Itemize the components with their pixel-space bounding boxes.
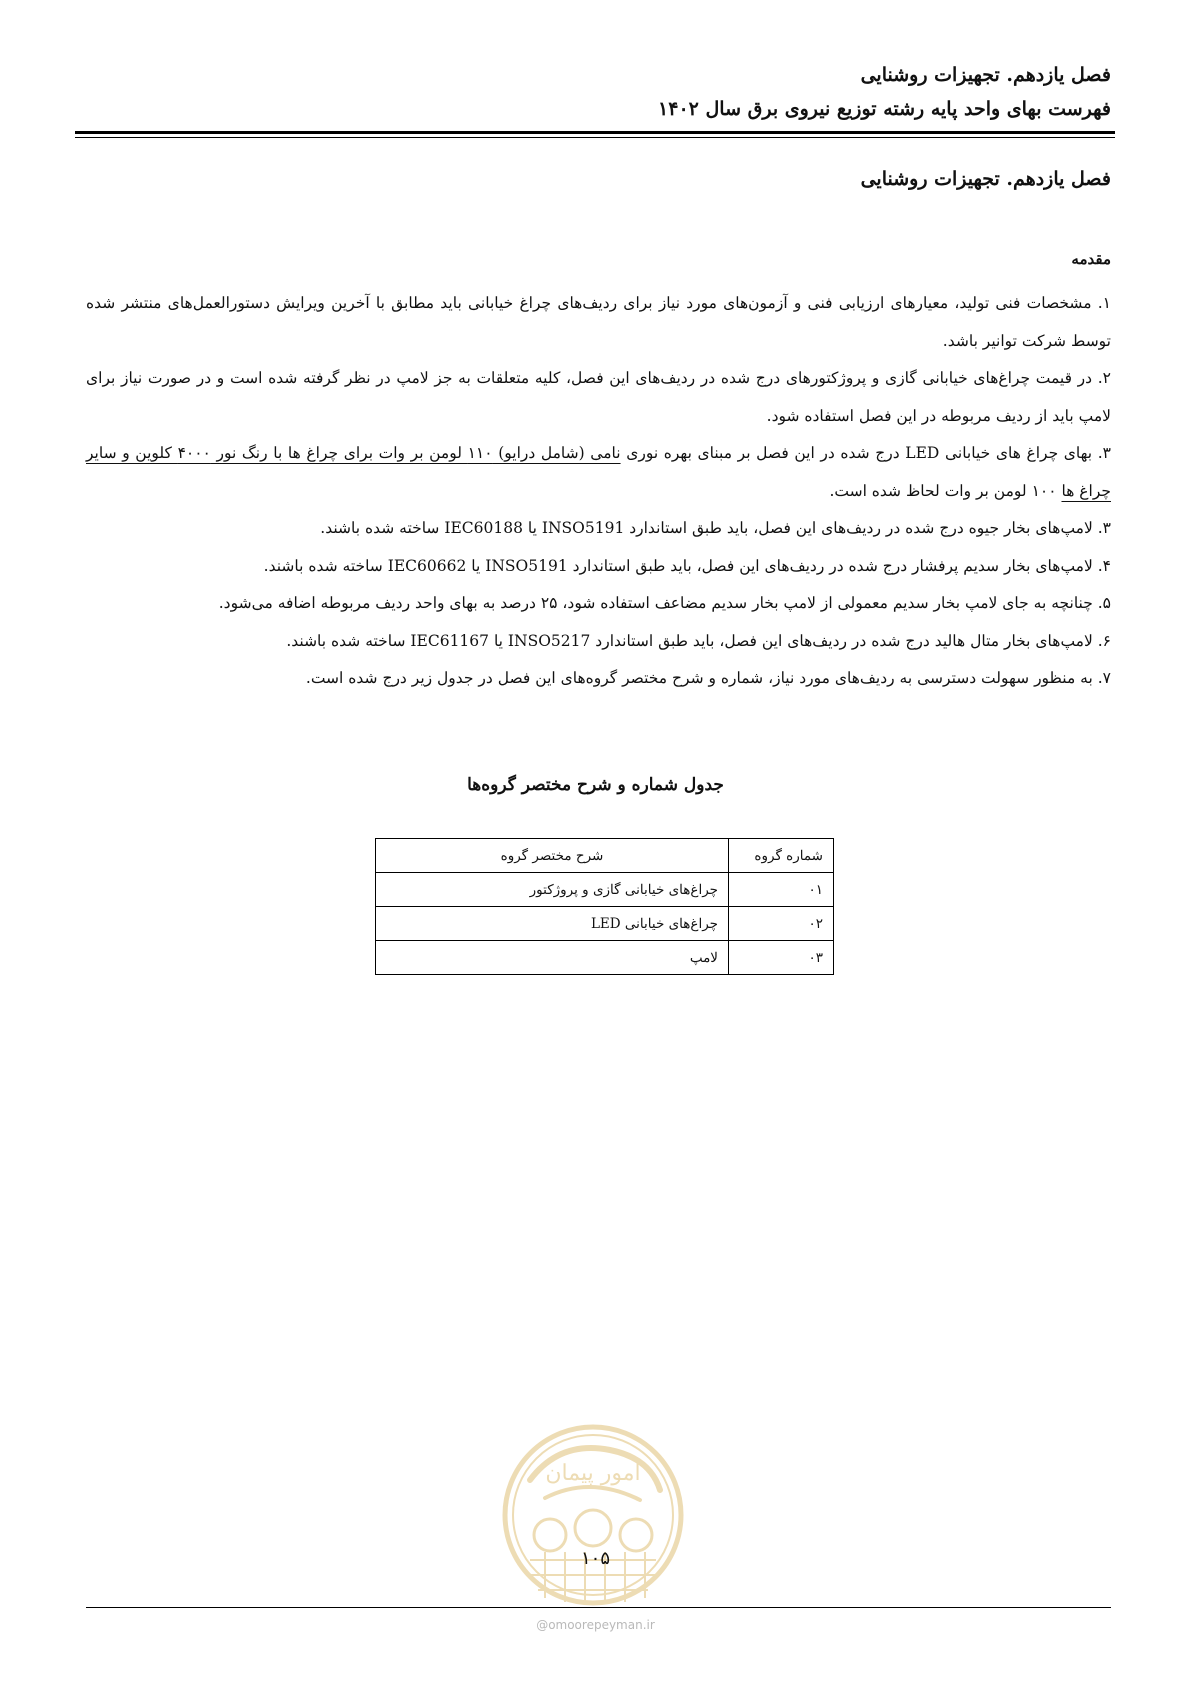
paragraph-1: ۱. مشخصات فنی تولید، معیارهای ارزیابی فنی و آزمون‌های مورد نیاز برای ردیف‌های چراغ خیابانی باید مطابق با آخرین ویرایش دستورالعمل‌های منتشر شده توسط شرکت توانیر باشد.	[86, 294, 1111, 350]
table-row	[376, 907, 834, 941]
paragraph-7: ۶. لامپ‌های بخار متال هالید درج شده در ردیف‌های این فصل، باید طبق استاندارد INSO5217 یا IEC61167 ساخته شده باشند.	[286, 631, 1111, 650]
intro-heading: مقدمه	[1071, 250, 1111, 268]
group-description: چراغ‌های خیابانی گازی و پروژکتور	[376, 873, 729, 907]
footer-divider	[86, 1607, 1111, 1608]
group-description: لامپ	[376, 941, 729, 975]
page-header	[86, 58, 1111, 126]
header-chapter: فصل یازدهم. تجهیزات روشنایی	[860, 64, 1111, 86]
paragraph-5: ۴. لامپ‌های بخار سدیم پرفشار درج شده در ردیف‌های این فصل، باید طبق استاندارد INSO5191 یا IEC60662 ساخته شده باشند.	[263, 556, 1111, 575]
table-caption: جدول شماره و شرح مختصر گروه‌ها	[467, 775, 724, 795]
header-group-description: شرح مختصر گروه	[376, 839, 729, 873]
page-number: ۱۰۵	[580, 1548, 610, 1569]
group-table	[375, 838, 834, 975]
paragraph-3	[86, 435, 1111, 510]
paragraph-2: ۲. در قیمت چراغ‌های خیابانی گازی و پروژکتورهای درج شده در ردیف‌های این فصل، کلیه متعلقات به جز لامپ در نظر گرفته شده است و در صورت نیاز برای لامپ باید از ردیف مربوطه در این فصل استفاده شود.	[86, 369, 1111, 425]
group-number: ۰۱	[729, 873, 834, 907]
paragraph-6: ۵. چنانچه به جای لامپ بخار سدیم معمولی از لامپ بخار سدیم مضاعف استفاده شود، ۲۵ درصد به بهای واحد ردیف مربوطه اضافه می‌شود.	[218, 594, 1111, 612]
header-divider-thick	[75, 131, 1115, 134]
table-row	[376, 873, 834, 907]
paragraph-3-underlined: نامی (شامل درایو) ۱۱۰ لومن بر وات برای چراغ ها با رنگ نور ۴۰۰۰ کلوین و سایر چراغ ها	[86, 444, 1111, 500]
group-number: ۰۳	[729, 941, 834, 975]
table-row	[376, 941, 834, 975]
group-description: چراغ‌های خیابانی LED	[376, 907, 729, 941]
header-price-list: فهرست بهای واحد پایه رشته توزیع نیروی برق سال ۱۴۰۲	[658, 98, 1111, 120]
chapter-title: فصل یازدهم. تجهیزات روشنایی	[860, 168, 1111, 190]
paragraph-4: ۳. لامپ‌های بخار جیوه درج شده در ردیف‌های این فصل، باید طبق استاندارد INSO5191 یا IEC60188 ساخته شده باشند.	[320, 519, 1111, 537]
site-url: @omoorepeyman.ir	[536, 1618, 655, 1632]
paragraph-8: ۷. به منظور سهولت دسترسی به ردیف‌های مورد نیاز، شماره و شرح مختصر گروه‌های این فصل در جدول زیر درج شده است.	[305, 669, 1111, 687]
group-number: ۰۲	[729, 907, 834, 941]
watermark-text: امور پیمان	[545, 1461, 641, 1486]
paragraph-3-start: ۳. بهای چراغ های خیابانی LED درج شده در این فصل بر مبنای بهره نوری	[620, 444, 1111, 462]
omoore-peyman-logo-watermark	[500, 1420, 686, 1610]
header-divider-thin	[75, 137, 1115, 138]
table-header-row	[376, 839, 834, 873]
paragraph-3-end: ۱۰۰ لومن بر وات لحاظ شده است.	[829, 481, 1062, 500]
header-group-number: شماره گروه	[729, 839, 834, 873]
intro-body	[86, 285, 1111, 698]
